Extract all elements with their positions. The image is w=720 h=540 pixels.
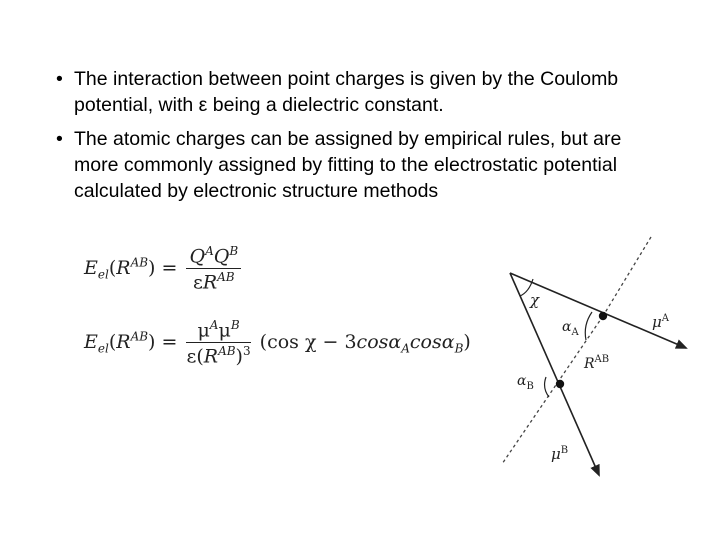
eq2-cos2: cosα	[409, 330, 455, 353]
dotted-line-a	[603, 237, 651, 316]
eq2-rhs-close: )	[463, 330, 471, 353]
eq2-cos2-sub: B	[454, 341, 464, 356]
label-chi: χ	[530, 291, 540, 309]
eq1-den-R: R	[202, 271, 218, 294]
label-mu-a	[652, 313, 670, 331]
label-alpha-b-sub: B	[526, 381, 534, 392]
eq2-eps: ε(	[186, 345, 204, 368]
eq2-mu1-sup: A	[209, 318, 219, 332]
eq2-den-sup: AB	[218, 344, 236, 359]
label-alpha-a	[562, 319, 579, 338]
eq1-sup: AB	[130, 255, 149, 270]
eq1-E: E	[84, 256, 98, 279]
arc-alpha-a	[585, 312, 592, 340]
arc-alpha-b	[545, 377, 549, 397]
eq2-cos1: cosα	[356, 330, 402, 353]
eq1-eps: ε	[192, 271, 203, 294]
eq1-R: R	[116, 256, 131, 279]
eq2-rhs-open: (cos χ − 3	[259, 330, 357, 353]
eq2-mu1: μ	[197, 319, 210, 342]
eq2-den-R: R	[203, 345, 219, 368]
eq1-Q2-sup: B	[229, 244, 239, 258]
label-r-sup: AB	[594, 354, 610, 365]
eq1-close: )	[148, 256, 156, 279]
eq2-sub: el	[97, 341, 109, 356]
label-alpha-b	[517, 373, 534, 392]
eq2-den-pow: 3	[242, 344, 251, 359]
label-mu-b	[551, 445, 568, 463]
eq2-close: )	[148, 330, 156, 353]
dipole-line-a	[510, 273, 686, 348]
eq1-equals: =	[161, 256, 178, 279]
eq2-equals: =	[161, 330, 178, 353]
eq2-cos1-sub: A	[401, 341, 410, 356]
eq2-sup: AB	[130, 329, 149, 344]
bullet-dot: •	[56, 68, 63, 90]
label-alpha-a-char: α	[562, 319, 572, 335]
label-r-ab	[583, 354, 609, 372]
eq2-den-close: )	[235, 345, 243, 368]
label-r-char: R	[584, 356, 595, 372]
eq2-R: R	[116, 330, 131, 353]
label-mu-a-char: μ	[652, 313, 662, 331]
eq1-Q2: Q	[213, 245, 230, 268]
eq1-Q1-sup: A	[205, 244, 214, 258]
eq1-open: (	[108, 256, 117, 279]
dotted-line-b	[502, 316, 603, 464]
label-alpha-b-char: α	[517, 373, 527, 389]
eq2-mu2: μ	[218, 319, 231, 342]
label-mu-b-char: μ	[551, 445, 561, 463]
eq1-sub: el	[97, 267, 109, 282]
eq1-den-sup: AB	[217, 270, 235, 285]
dipole-center-a	[599, 312, 607, 320]
bullet-dot: •	[56, 128, 63, 150]
eq1-Q1: Q	[189, 245, 206, 268]
label-mu-a-sup: A	[661, 313, 669, 324]
label-alpha-a-sub: A	[571, 327, 579, 338]
bullet-text-coulomb: The interaction between point charges is given by the Coulomb potential, with ε being a dielectric constant.	[74, 68, 619, 116]
label-mu-b-sup: B	[560, 445, 569, 456]
eq2-E: E	[84, 330, 98, 353]
bullet-text-atomic-charges: The atomic charges can be assigned by empirical rules, but are more commonly assigned by fitting to the electrostatic potential calculated by electronic structure methods	[74, 128, 622, 202]
eq2-mu2-sup: B	[230, 318, 240, 332]
eq2-open: (	[108, 330, 117, 353]
dipole-center-b	[556, 380, 564, 388]
